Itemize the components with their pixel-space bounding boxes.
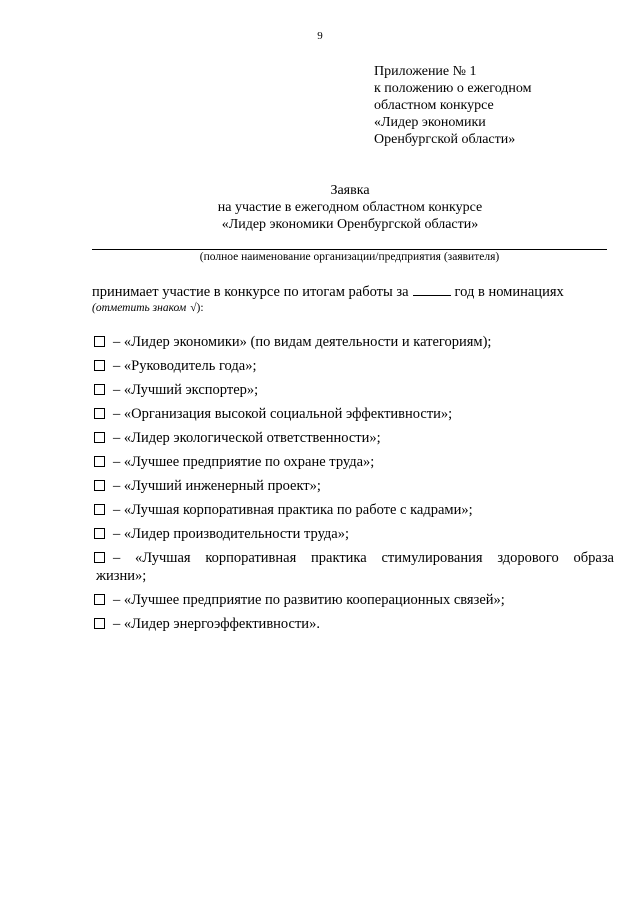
nomination-label: – «Организация высокой социальной эффективности»; — [113, 406, 453, 422]
year-blank-field[interactable] — [413, 283, 451, 296]
nomination-label-wrapped — [96, 549, 614, 585]
nomination-checkbox[interactable] — [94, 618, 105, 629]
title-line: Заявка — [330, 183, 370, 198]
title-line: на участие в ежегодном областном конкурсе — [217, 200, 483, 215]
nomination-label: – «Лучшая корпоративная практика по работе с кадрами»; — [113, 502, 473, 518]
nomination-checkbox[interactable] — [94, 408, 105, 419]
page-number: 9 — [317, 30, 323, 42]
nomination-checkbox[interactable] — [94, 360, 105, 371]
nomination-item — [94, 525, 614, 543]
annex-header — [374, 63, 614, 148]
participation-text-before: принимает участие в конкурсе по итогам работы за — [92, 284, 409, 300]
organization-name-caption: (полное наименование организации/предприятия (заявителя) — [199, 251, 500, 263]
nomination-checkbox[interactable] — [94, 432, 105, 443]
nomination-checkbox[interactable] — [94, 528, 105, 539]
nomination-checkbox[interactable] — [94, 336, 105, 347]
nomination-label-continuation: жизни»; — [96, 568, 147, 584]
nomination-item — [94, 549, 614, 585]
nomination-checkbox[interactable] — [94, 552, 105, 563]
nomination-label: – «Лидер энергоэффективности». — [113, 616, 320, 632]
nomination-label: – «Лучшая корпоративная практика стимулирования здорового образа — [113, 550, 614, 566]
nomination-item — [94, 453, 614, 471]
nomination-checkbox[interactable] — [94, 594, 105, 605]
nomination-checkbox[interactable] — [94, 504, 105, 515]
checkmark-glyph: √): — [190, 302, 204, 314]
annex-line: к положению о ежегодном — [374, 81, 532, 96]
title-line: «Лидер экономики Оренбургской области» — [221, 217, 479, 232]
nomination-item — [94, 333, 614, 351]
mark-instruction — [92, 302, 204, 314]
nomination-item — [94, 501, 614, 519]
nomination-label: – «Лучшее предприятие по охране труда»; — [113, 454, 375, 470]
nomination-label: – «Лучший инженерный проект»; — [113, 478, 321, 494]
participation-statement — [92, 283, 612, 301]
annex-line: Оренбургской области» — [374, 132, 516, 147]
document-title — [0, 182, 640, 233]
nominations-list — [94, 333, 614, 639]
nomination-item — [94, 405, 614, 423]
nomination-item — [94, 615, 614, 633]
nomination-label: – «Лидер экологической ответственности»; — [113, 430, 381, 446]
nomination-item — [94, 381, 614, 399]
annex-line: Приложение № 1 — [374, 64, 477, 79]
nomination-item — [94, 429, 614, 447]
nomination-item — [94, 357, 614, 375]
nomination-checkbox[interactable] — [94, 456, 105, 467]
nomination-item — [94, 591, 614, 609]
participation-text-after: год в номинациях — [454, 284, 564, 300]
organization-name-field[interactable] — [92, 249, 607, 250]
nomination-checkbox[interactable] — [94, 480, 105, 491]
nomination-label: – «Лидер производительности труда»; — [113, 526, 350, 542]
annex-line: областном конкурсе — [374, 98, 494, 113]
mark-instruction-text: (отметить знаком — [92, 302, 187, 314]
nomination-checkbox[interactable] — [94, 384, 105, 395]
annex-line: «Лидер экономики — [374, 115, 486, 130]
nomination-item — [94, 477, 614, 495]
nomination-label: – «Лучшее предприятие по развитию кооперационных связей»; — [113, 592, 505, 608]
nomination-label: – «Лидер экономики» (по видам деятельности и категориям); — [113, 334, 492, 350]
nomination-label: – «Руководитель года»; — [113, 358, 257, 374]
nomination-label: – «Лучший экспортер»; — [113, 382, 259, 398]
